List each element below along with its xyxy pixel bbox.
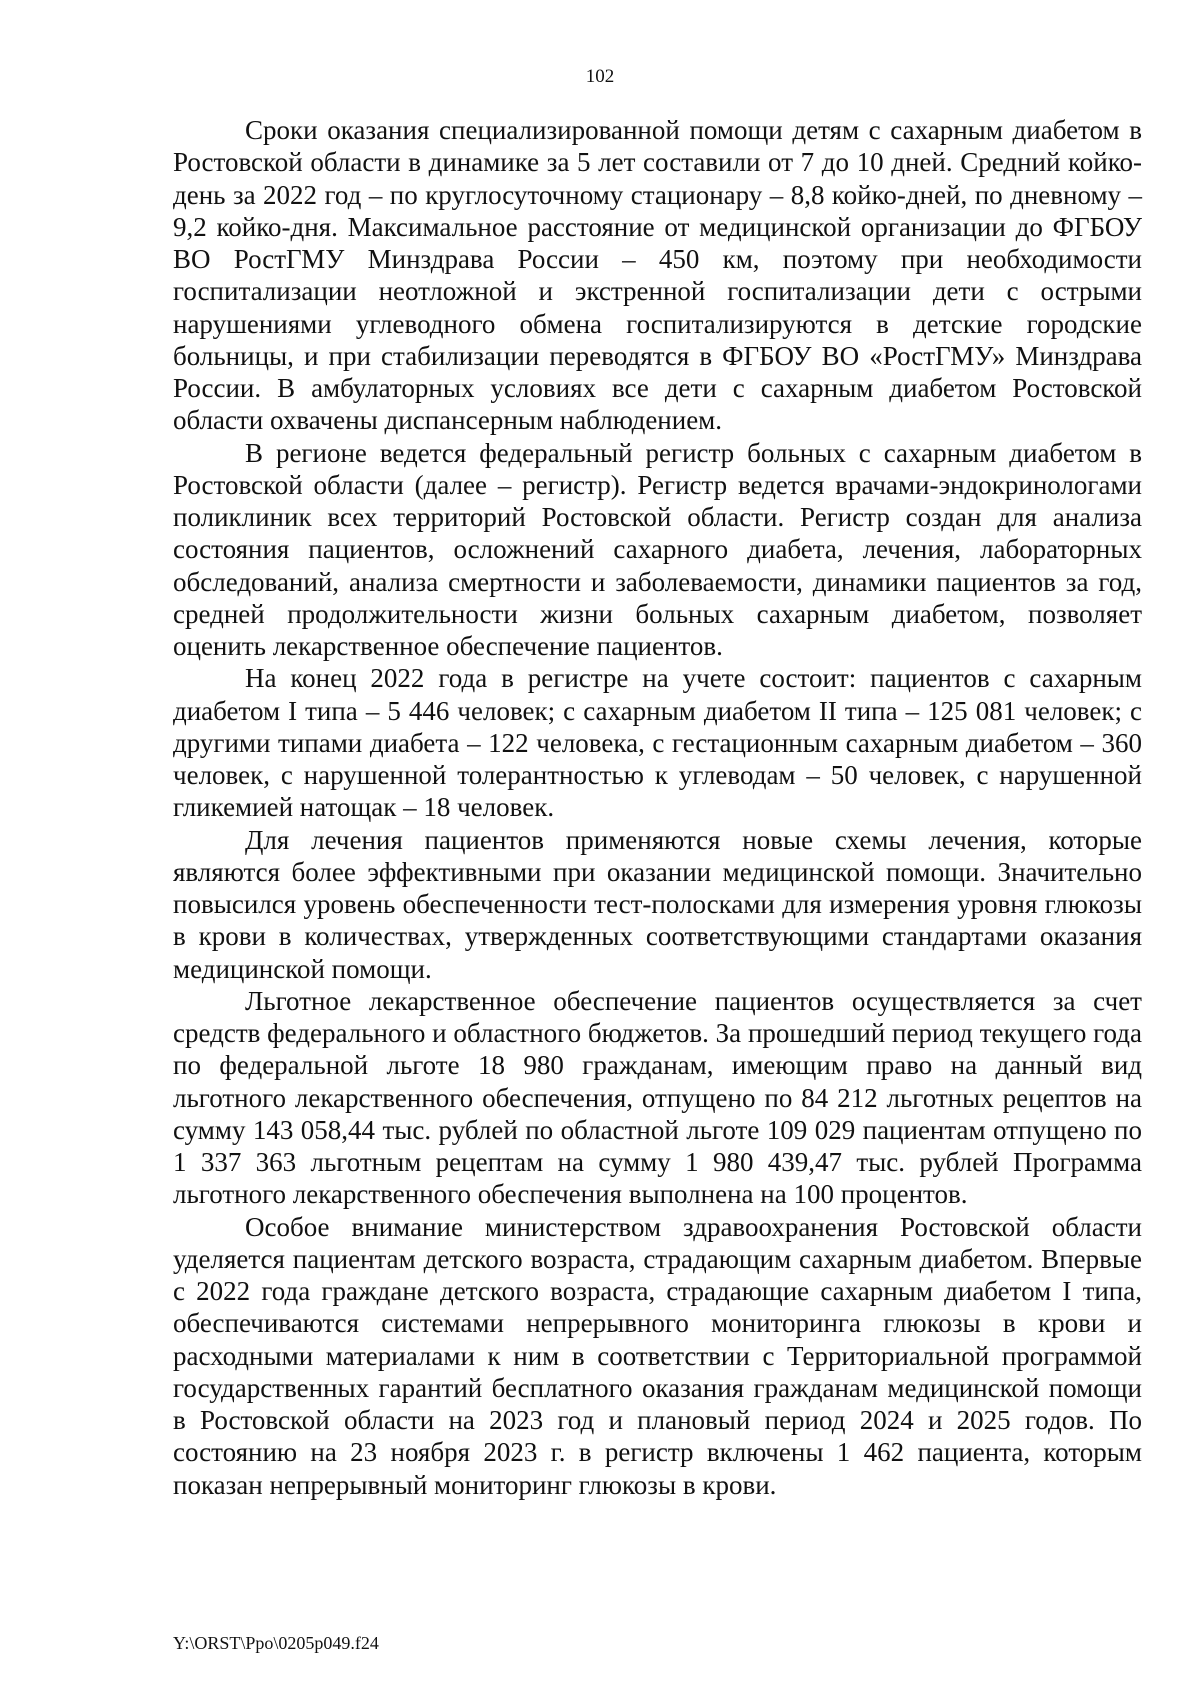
paragraph: Сроки оказания специализированной помощи детям с сахарным диабетом в Ростовской области в динамике за 5 лет составили от 7 до 10 дней. Средний койко-день за 2022 год – по круглосуточному стационару – 8,8 койко-дней, по дневному – 9,2 койко-дня. Максимальное расстояние от медицинской организации до ФГБОУ ВО РостГМУ Минздрава России – 450 км, поэтому при необходимости госпитализации неотложной и экстренной госпитализации дети с острыми нарушениями углеводного обмена госпитализируются в детские городские больницы, и при стабилизации переводятся в ФГБОУ ВО «РостГМУ» Минздрава России. В амбулаторных условиях все дети с сахарным диабетом Ростовской области охвачены диспансерным наблюдением. bbox=[173, 115, 1142, 436]
paragraph: В регионе ведется федеральный регистр больных с сахарным диабетом в Ростовской области (далее – регистр). Регистр ведется врачами-эндокринологами поликлиник всех территорий Ростовской области. Регистр создан для анализа состояния пациентов, осложнений сахарного диабета, лечения, лабораторных обследований, анализа смертности и заболеваемости, динамики пациентов за год, средней продолжительности жизни больных сахарным диабетом, позволяет оценить лекарственное обеспечение пациентов. bbox=[173, 437, 1142, 661]
page-number: 102 bbox=[585, 66, 615, 87]
paragraph: На конец 2022 года в регистре на учете состоит: пациентов с сахарным диабетом I типа – 5 446 человек; с сахарным диабетом II типа – 125 081 человек; с другими типами диабета – 122 человека, с гестационным сахарным диабетом – 360 человек, с нарушенной толерантностью к углеводам – 50 человек, с нарушенной гликемией натощак – 18 человек. bbox=[173, 663, 1142, 823]
document-body bbox=[173, 114, 1142, 1501]
paragraph: Для лечения пациентов применяются новые схемы лечения, которые являются более эффективными при оказании медицинской помощи. Значительно повысился уровень обеспеченности тест-полосками для измерения уровня глюкозы в крови в количествах, утвержденных соответствующими стандартами оказания медицинской помощи. bbox=[173, 824, 1142, 984]
file-path-footer: Y:\ORST\Ppo\0205p049.f24 bbox=[173, 1633, 379, 1653]
paragraph: Особое внимание министерством здравоохранения Ростовской области уделяется пациентам детского возраста, страдающим сахарным диабетом. Впервые с 2022 года граждане детского возраста, страдающие сахарным диабетом I типа, обеспечиваются системами непрерывного мониторинга глюкозы в крови и расходными материалами к ним в соответствии с Территориальной программой государственных гарантий бесплатного оказания гражданам медицинской помощи в Ростовской области на 2023 год и плановый период 2024 и 2025 годов. По состоянию на 23 ноября 2023 г. в регистр включены 1 462 пациента, которым показан непрерывный мониторинг глюкозы в крови. bbox=[173, 1211, 1142, 1500]
paragraph: Льготное лекарственное обеспечение пациентов осуществляется за счет средств федерального и областного бюджетов. За прошедший период текущего года по федеральной льготе 18 980 гражданам, имеющим право на данный вид льготного лекарственного обеспечения, отпущено по 84 212 льготных рецептов на сумму 143 058,44 тыс. рублей по областной льготе 109 029 пациентам отпущено по 1 337 363 льготным рецептам на сумму 1 980 439,47 тыс. рублей Программа льготного лекарственного обеспечения выполнена на 100 процентов. bbox=[173, 985, 1142, 1210]
